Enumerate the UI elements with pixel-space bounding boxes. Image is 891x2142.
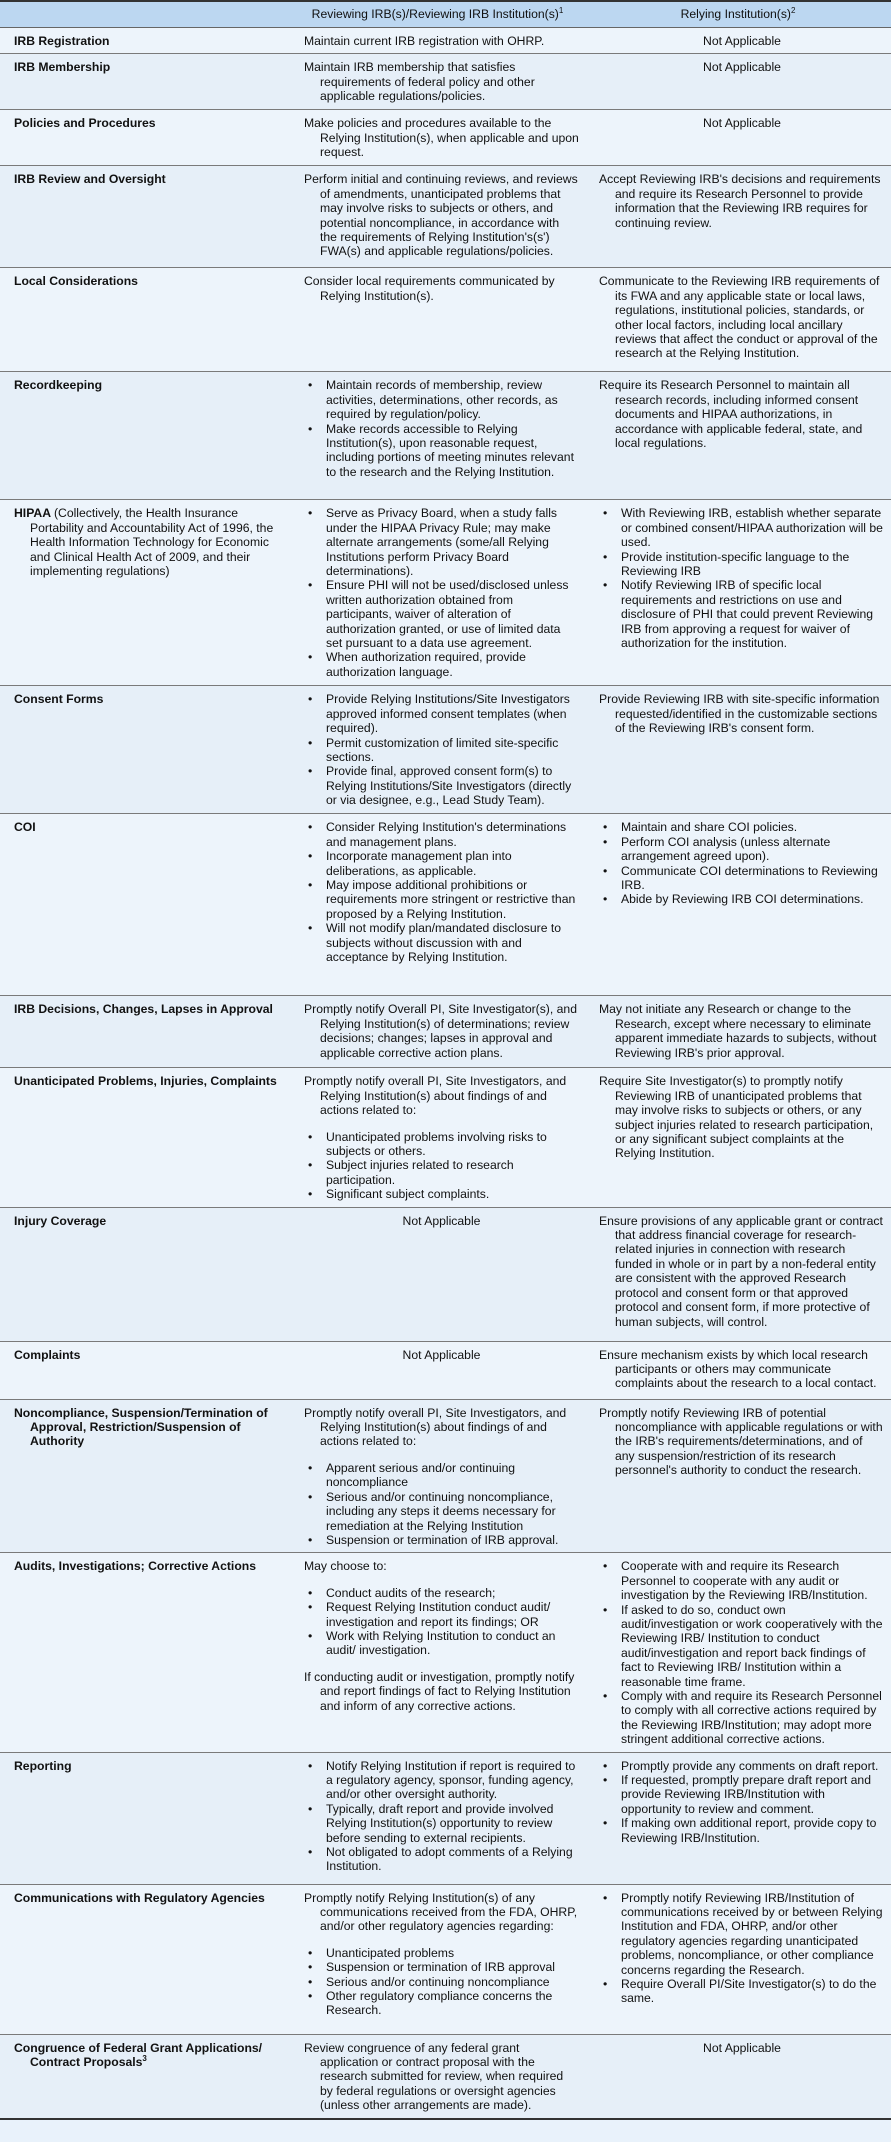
row-label: IRB Registration: [0, 28, 290, 54]
list-item: • Notify Relying Institution if report is required to a regulatory agency, sponsor, funding agency, and/or other oversight authority.: [326, 1759, 579, 1802]
cell-outro: If conducting audit or investigation, promptly notify and report findings of fact to Relying Institution and inform of any corrective actions.: [304, 1669, 575, 1713]
list-item: • Request Relying Institution conduct audit/ investigation and report its findings; OR: [326, 1600, 579, 1629]
table-row: [0, 54, 891, 110]
bullet-list: [599, 1759, 885, 1845]
list-item: • When authorization required, provide authorization language.: [326, 650, 579, 679]
relying-cell: [585, 814, 891, 996]
table-row: [0, 814, 891, 996]
list-item: • Will not modify plan/mandated disclosure to subjects without discussion with and acceptance by Relying Institution.: [326, 921, 579, 964]
list-item: • Promptly notify Reviewing IRB/Institution of communications received by or between Relying Institution and FDA, OHRP, and/or other regulatory agencies regarding unanticipated problems, noncompliance, or other compliance concerns regarding the Research.: [621, 1891, 885, 1977]
list-item: • Work with Relying Institution to conduct an audit/ investigation.: [326, 1629, 579, 1658]
relying-cell: Not Applicable: [585, 2034, 891, 2119]
row-label: Communications with Regulatory Agencies: [0, 1884, 290, 2034]
reviewing-cell: Not Applicable: [290, 1341, 585, 1399]
relying-cell: [585, 1553, 891, 1752]
relying-cell: Promptly notify Reviewing IRB of potential noncompliance with applicable regulations or with the IRB's requirements/determinations, and of any suspension/restriction of its research personnel's authority to conduct the research.: [585, 1399, 891, 1553]
bullet-list: [304, 1946, 579, 2018]
relying-cell: Accept Reviewing IRB's decisions and requirements and require its Research Personnel to provide information that the Reviewing IRB requires for continuing review.: [585, 166, 891, 268]
list-item: • Other regulatory compliance concerns the Research.: [326, 1989, 579, 2018]
relying-cell: [585, 1752, 891, 1884]
relying-cell: Require Site Investigator(s) to promptly notify Reviewing IRB of unanticipated problems that may involve risks to subjects or others, or any subject injuries related to research participation, or any significant subject complaints at the Relying Institution.: [585, 1068, 891, 1207]
row-label: [0, 500, 290, 686]
bullet-list: [599, 1891, 885, 2006]
list-item: • If requested, promptly prepare draft report and provide Reviewing IRB/Institution with opportunity to review and comment.: [621, 1773, 885, 1816]
list-item: • Consider Relying Institution's determinations and management plans.: [326, 820, 579, 849]
row-label: Congruence of Federal Grant Applications/ Contract Proposals$^3$: [0, 2034, 290, 2119]
list-item: • Permit customization of limited site-specific sections.: [326, 736, 579, 765]
list-item: • Serious and/or continuing noncompliance: [326, 1975, 579, 1989]
bullet-list: [599, 506, 885, 650]
row-label: Recordkeeping: [0, 372, 290, 500]
row-label-bold: HIPAA: [14, 506, 51, 521]
list-item: • Ensure PHI will not be used/disclosed unless written authorization obtained from participants, waiver of alteration of authorization granted, or use of limited data set pursuant to a data use agreement.: [326, 578, 579, 650]
list-item: • Maintain and share COI policies.: [621, 820, 885, 834]
row-label: Policies and Procedures: [0, 110, 290, 166]
bullet-list: [304, 1130, 579, 1202]
row-label: Injury Coverage: [0, 1207, 290, 1341]
reviewing-cell: Maintain current IRB registration with OHRP.: [290, 28, 585, 54]
bullet-list: [599, 820, 885, 906]
header-relying-institution: Relying $Institution(s)^2$: [585, 1, 891, 28]
cell-intro: Promptly notify overall PI, Site Investigators, and Relying Institution(s) about findings of and actions related to:: [304, 1405, 567, 1449]
header-reviewing-irb: Reviewing IRB(s)/Reviewing IRB $Institution(s)^1$: [290, 1, 585, 28]
list-item: • Serious and/or continuing noncompliance, including any steps it deems necessary for remediation at the Relying Institution: [326, 1490, 579, 1533]
list-item: • Significant subject complaints.: [326, 1187, 579, 1201]
table-row: [0, 1207, 891, 1341]
reviewing-cell: Consider local requirements communicated by Relying Institution(s).: [290, 268, 585, 372]
table-row: [0, 110, 891, 166]
reviewing-cell: [290, 686, 585, 814]
header-row: [0, 1, 891, 28]
cell-intro: Promptly notify Relying Institution(s) of any communications received from the FDA, OHRP, and/or other regulatory agencies regarding:: [304, 1890, 578, 1934]
list-item: • Not obligated to adopt comments of a Relying Institution.: [326, 1845, 579, 1874]
row-label: Reporting: [0, 1752, 290, 1884]
relying-cell: Ensure mechanism exists by which local research participants or others may communicate complaints about the research to a local contact.: [585, 1341, 891, 1399]
row-label: Audits, Investigations; Corrective Actions: [0, 1553, 290, 1752]
list-item: • Subject injuries related to research participation.: [326, 1158, 579, 1187]
bullet-list: [304, 820, 579, 964]
relying-cell: [585, 500, 891, 686]
table-row: [0, 268, 891, 372]
row-label: COI: [0, 814, 290, 996]
bullet-list: [304, 1461, 579, 1547]
list-item: • Perform COI analysis (unless alternate arrangement agreed upon).: [621, 835, 885, 864]
reviewing-cell: [290, 814, 585, 996]
reviewing-cell: [290, 1068, 585, 1207]
list-item: • Unanticipated problems: [326, 1946, 579, 1960]
bullet-list: [599, 1559, 885, 1746]
relying-cell: Not Applicable: [585, 110, 891, 166]
list-item: • Provide final, approved consent form(s) to Relying Institutions/Site Investigators (directly or via designee, e.g., Lead Study Team).: [326, 764, 579, 807]
table-row: [0, 1399, 891, 1553]
reviewing-cell: Not Applicable: [290, 1207, 585, 1341]
list-item: • Provide institution-specific language to the Reviewing IRB: [621, 550, 885, 579]
bullet-list: [304, 506, 579, 679]
list-item: • Cooperate with and require its Research Personnel to cooperate with any audit or investigation by the Reviewing IRB/Institution.: [621, 1559, 885, 1602]
reviewing-cell: Perform initial and continuing reviews, and reviews of amendments, unanticipated problems that may involve risks to subjects or others, and potential noncompliance, in accordance with the requirements of Relying Institution's(s') FWA(s) and applicable regulations/policies.: [290, 166, 585, 268]
reviewing-cell: [290, 500, 585, 686]
relying-cell: Not Applicable: [585, 28, 891, 54]
table-row: [0, 500, 891, 686]
table-row: [0, 372, 891, 500]
list-item: • Apparent serious and/or continuing noncompliance: [326, 1461, 579, 1490]
list-item: • May impose additional prohibitions or requirements more stringent or restrictive than proposed by a Relying Institution.: [326, 878, 579, 921]
bullet-list: [304, 1586, 579, 1658]
reviewing-cell: Review congruence of any federal grant application or contract proposal with the research submitted for review, when required by federal regulations or oversight agencies (unless other arrangements are made).: [290, 2034, 585, 2119]
list-item: • Abide by Reviewing IRB COI determinations.: [621, 892, 885, 906]
relying-cell: Provide Reviewing IRB with site-specific information requested/identified in the customizable sections of the Reviewing IRB's consent form.: [585, 686, 891, 814]
relying-cell: Not Applicable: [585, 54, 891, 110]
list-item: • Make records accessible to Relying Institution(s), upon reasonable request, including portions of meeting minutes relevant to the research and the Relying Institution.: [326, 422, 579, 480]
row-label: Complaints: [0, 1341, 290, 1399]
row-label: Noncompliance, Suspension/Termination of Approval, Restriction/Suspension of Authority: [0, 1399, 290, 1553]
table-row: [0, 1341, 891, 1399]
row-label: IRB Decisions, Changes, Lapses in Approval: [0, 996, 290, 1068]
table-row: [0, 686, 891, 814]
list-item: • If asked to do so, conduct own audit/investigation or work cooperatively with the Reviewing IRB/ Institution to conduct audit/investigation and report back findings of fact to Reviewing IRB/ Institution within a reasonable time frame.: [621, 1603, 885, 1689]
reviewing-cell: [290, 372, 585, 500]
table-row: [0, 1068, 891, 1207]
relying-cell: [585, 1884, 891, 2034]
row-label: Unanticipated Problems, Injuries, Complaints: [0, 1068, 290, 1207]
list-item: • Serve as Privacy Board, when a study falls under the HIPAA Privacy Rule; may make alternate arrangements (some/all Relying Institutions perform Privacy Board determinations).: [326, 506, 579, 578]
bullet-list: [304, 1759, 579, 1874]
list-item: • Unanticipated problems involving risks to subjects or others.: [326, 1130, 579, 1159]
list-item: • Conduct audits of the research;: [326, 1586, 579, 1600]
reviewing-cell: [290, 1399, 585, 1553]
list-item: • Promptly provide any comments on draft report.: [621, 1759, 885, 1773]
header-topic: [0, 1, 290, 28]
table-row: [0, 1884, 891, 2034]
list-item: • Provide Relying Institutions/Site Investigators approved informed consent templates (when required).: [326, 692, 579, 735]
list-item: • If making own additional report, provide copy to Reviewing IRB/Institution.: [621, 1816, 885, 1845]
list-item: • Typically, draft report and provide involved Relying Institution(s) opportunity to review before sending to external recipients.: [326, 1802, 579, 1845]
row-label: Consent Forms: [0, 686, 290, 814]
table-row: [0, 2034, 891, 2119]
list-item: • Comply with and require its Research Personnel to comply with all corrective actions required by the Reviewing IRB/Institution; may adopt more stringent additional corrective actions.: [621, 1689, 885, 1747]
cell-intro: Promptly notify overall PI, Site Investigators, and Relying Institution(s) about findings of and actions related to:: [304, 1074, 567, 1118]
reviewing-cell: Maintain IRB membership that satisfies requirements of federal policy and other applicable regulations/policies.: [290, 54, 585, 110]
cell-intro: May choose to:: [304, 1559, 387, 1574]
table-row: [0, 996, 891, 1068]
list-item: • Suspension or termination of IRB approval.: [326, 1533, 579, 1547]
list-item: • Notify Reviewing IRB of specific local requirements and restrictions on use and disclosure of PHI that could prevent Reviewing IRB from approving a request for waiver of authorization for the institution.: [621, 578, 885, 650]
list-item: • Incorporate management plan into deliberations, as applicable.: [326, 849, 579, 878]
table-row: [0, 1752, 891, 1884]
relying-cell: May not initiate any Research or change to the Research, except where necessary to eliminate apparent immediate hazards to subjects, without Reviewing IRB's prior approval.: [585, 996, 891, 1068]
reviewing-cell: [290, 1884, 585, 2034]
list-item: • With Reviewing IRB, establish whether separate or combined consent/HIPAA authorization will be used.: [621, 506, 885, 549]
bullet-list: [304, 378, 579, 479]
relying-cell: Ensure provisions of any applicable grant or contract that address financial coverage for research-related injuries in connection with research funded in whole or in part by a non-federal entity are consistent with the approved Research protocol and consent form or that approved protocol and consent form, if more protective of human subjects, will control.: [585, 1207, 891, 1341]
row-label: IRB Membership: [0, 54, 290, 110]
table-row: [0, 1553, 891, 1752]
list-item: • Maintain records of membership, review activities, determinations, other records, as required by regulation/policy.: [326, 378, 579, 421]
list-item: • Suspension or termination of IRB approval: [326, 1960, 579, 1974]
row-label: IRB Review and Oversight: [0, 166, 290, 268]
table-row: [0, 166, 891, 268]
relying-cell: Communicate to the Reviewing IRB requirements of its FWA and any applicable state or local laws, regulations, institutional policies, standards, or other local factors, including local ancillary reviews that affect the conduct or approval of the research at the Relying Institution.: [585, 268, 891, 372]
table-row: [0, 28, 891, 54]
bullet-list: [304, 692, 579, 807]
row-label-detail: (Collectively, the Health Insurance Portability and Accountability Act of 1996, the Health Information Technology for Economic and Clinical Health Act of 2009, and their implementing regulations): [30, 506, 274, 579]
reviewing-cell: [290, 1553, 585, 1752]
reviewing-cell: Promptly notify Overall PI, Site Investigator(s), and Relying Institution(s) of determinations; review decisions; changes; lapses in approval and applicable corrective action plans.: [290, 996, 585, 1068]
reviewing-cell: [290, 1752, 585, 1884]
list-item: • Communicate COI determinations to Reviewing IRB.: [621, 864, 885, 893]
list-item: • Require Overall PI/Site Investigator(s) to do the same.: [621, 1977, 885, 2006]
row-label: Local Considerations: [0, 268, 290, 372]
reviewing-cell: Make policies and procedures available to the Relying Institution(s), when applicable and upon request.: [290, 110, 585, 166]
relying-cell: Require its Research Personnel to maintain all research records, including informed consent documents and HIPAA authorizations, in accordance with applicable federal, state, and local regulations.: [585, 372, 891, 500]
